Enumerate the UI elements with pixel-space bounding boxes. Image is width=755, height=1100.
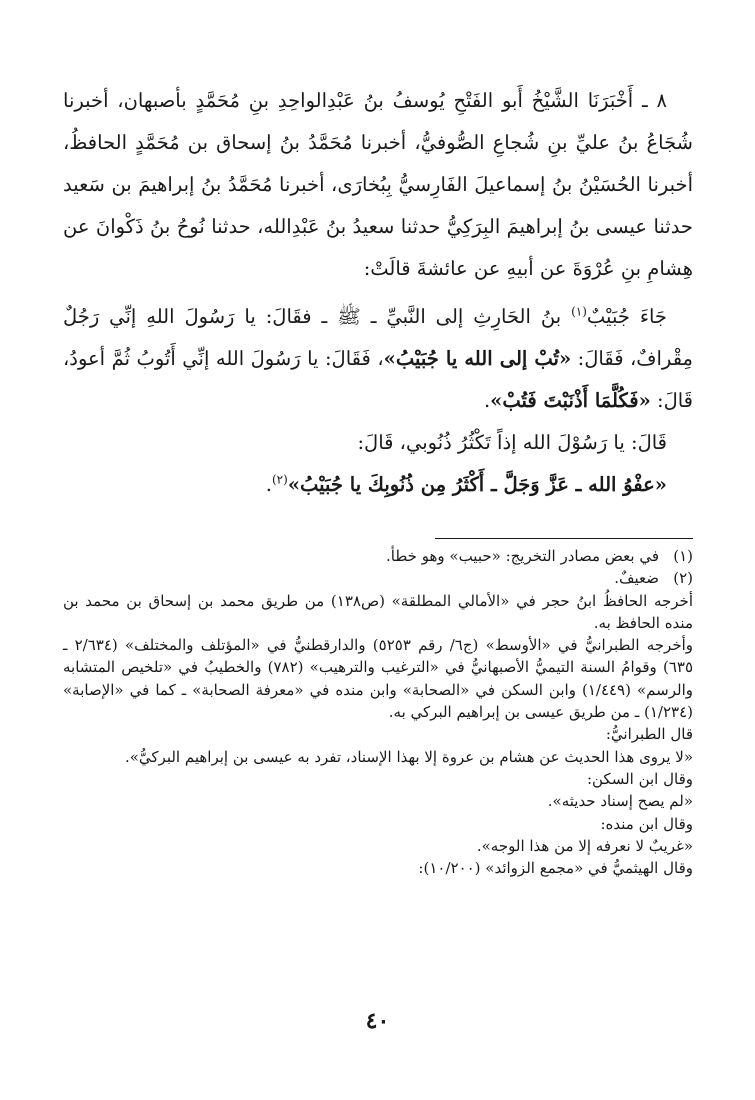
matn-text: .	[483, 389, 491, 412]
footnote-marker: (٢)	[271, 472, 288, 487]
matn-paragraph	[63, 296, 693, 422]
footnote-text: ضعيفٌ.	[614, 569, 659, 588]
matn-paragraph	[63, 464, 693, 506]
main-text	[63, 80, 693, 506]
matn-text: جَاءَ جُبَيْبٌ	[586, 305, 667, 328]
isnad-line: مُحَمَّدٍ الحافظُ، أخبرنا الحُسَيْنُ بنُ إسماعيلَ الفَارِسيُّ بِبُخارَى، أخبرنا	[63, 131, 693, 196]
hadith-quote: «تُبْ إلى الله يا جُبَيْبُ»	[383, 347, 572, 370]
matn-paragraph	[63, 422, 693, 464]
matn-text: .	[265, 473, 272, 496]
isnad-line: أخبرنا شُجَاعُ بنُ عليِّ بنِ شُجاعِ الصُّوفيُّ، أخبرنا مُحَمَّدُ بنُ إسحاق بن	[63, 89, 693, 154]
footnote-paragraph: وأخرجه الطبرانيُّ في «الأوسط» (ج٦/ رقم ٥٢٥٣) والدارقطنيُّ في «المؤتلف والمختلف» (٢/٦٣٤ ـ ٦٣٥) وقوامُ السنة التيميُّ الأصبهانيُّ في «الترغيب والترهيب» (٧٨٢) والخطيبُ في «تلخيص المتشابه والرسم» (١/٤٤٩) وابن السكن في «الصحابة» وابن منده في «معرفة الصحابة» ـ كما في «الإصابة» (١/٢٣٤) ـ من طريق عيسى بن إبراهيم البركي به.	[63, 636, 693, 722]
footnote-paragraph: قال الطبرانيُّ:	[605, 725, 693, 744]
isnad-line: مُحَمَّدُ بنُ إبراهيمَ بن سَعيد حدثنا عيسى بنُ إبراهيمَ البِرَكِيُّ حدثنا سعيدُ بنُ	[63, 173, 693, 238]
footnote-marker: (١)	[571, 304, 587, 319]
footnote-quote: «غريبٌ لا نعرفه إلا من هذا الوجه».	[476, 836, 693, 855]
footnote-1	[63, 545, 693, 567]
footnote-number: (١)	[673, 547, 693, 565]
matn-text: بنُ الحَارِثِ إلى النَّبيِّ ـ ﷺ ـ فقَالَ: يا رَسُولَ اللهِ إنِّي رَجُلٌ مِقْرافٌ، فَقَالَ:	[63, 305, 694, 370]
page-number: ٤٠	[365, 1008, 390, 1034]
footnote-number: (٢)	[673, 569, 693, 588]
footnote-paragraph: وقال ابن منده:	[600, 814, 693, 833]
isnad-line: عَبْدِالله، حدثنا نُوحُ بنُ ذَكْوانَ عن هِشامِ بنِ عُرْوَةَ عن أبيهِ عن عائشةَ قالَتْ:	[63, 215, 693, 280]
footnote-paragraph: وقال ابن السكن:	[586, 769, 693, 788]
hadith-quote: «عفْوُ الله ـ عَزَّ وَجَلَّ ـ أَكْثَرُ مِن ذُنُوبِكَ يا جُبَيْبُ»	[287, 473, 667, 496]
footnotes	[63, 545, 693, 879]
footnote-paragraph: وقال الهيثميُّ في «مجمع الزوائد» (١٠/٢٠٠):	[418, 859, 693, 878]
footnote-text: في بعض مصادر التخريج: «حبيب» وهو خطأ.	[386, 547, 659, 565]
matn-text: ، فَقَالَ: يا رَسُولَ الله إنِّي أَتُوبُ ثُمَّ أعودُ، قَالَ:	[63, 347, 693, 412]
hadith-quote: «فَكُلَّمَا أَذْنَبْتَ فَتُبْ»	[490, 389, 651, 412]
footnote-paragraph: أخرجه الحافظُ ابنُ حجر في «الأمالي المطلقة» (ص١٣٨) من طريق محمد بن إسحاق بن محمد بن منده الحافظ به.	[63, 591, 694, 632]
matn-text: قَالَ: يا رَسُوْلَ الله إذاً تَكْثُرُ ذُنُوبي، قَالَ:	[357, 431, 667, 454]
footnote-quote: «لم يصح إسناد حديثه».	[547, 792, 693, 811]
isnad-paragraph	[63, 80, 693, 290]
footnote-separator	[435, 538, 693, 539]
isnad-line: ٨ ـ أَخْبَرَنَا الشَّيْخُ أَبو الفَتْحِ يُوسفُ بنُ عَبْدِالواحِدِ بنِ مُحَمَّدٍ بأصبهان،	[117, 89, 667, 112]
footnote-2	[63, 567, 693, 589]
footnote-quote: «لا يروى هذا الحديث عن هشام بن عروة إلا بهذا الإسناد، تفرد به عيسى بن إبراهيم البركيُّ».	[124, 747, 693, 766]
